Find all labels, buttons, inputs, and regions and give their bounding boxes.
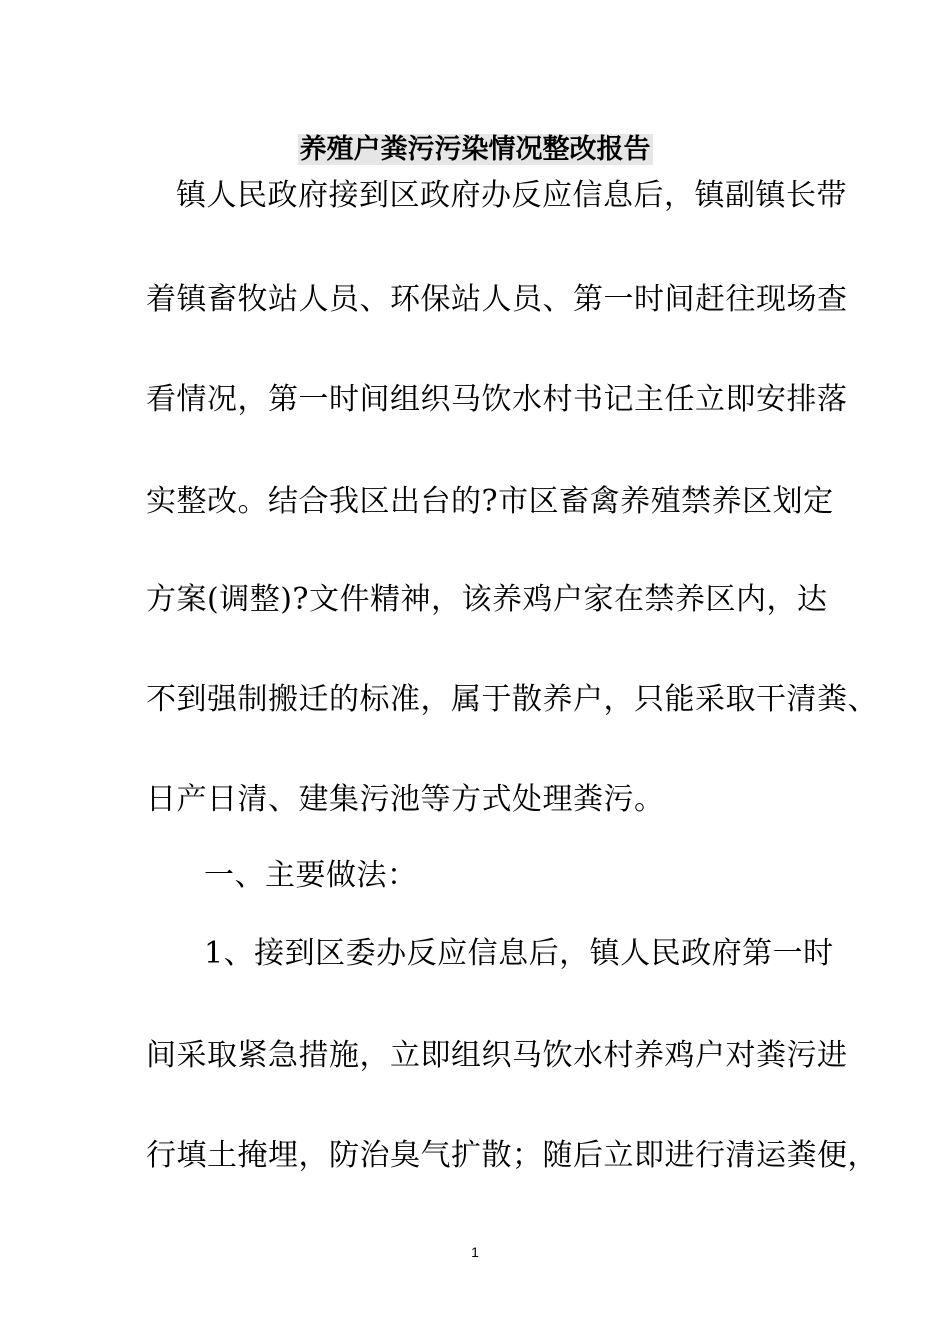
page-number: 1	[471, 1244, 479, 1260]
paragraph-line: 实整改。结合我区出台的?市区畜禽养殖禁养区划定	[146, 484, 834, 519]
paragraph-line: 行填土掩埋，防治臭气扩散；随后立即进行清运粪便，	[146, 1138, 878, 1173]
paragraph-line: 1、接到区委办反应信息后，镇人民政府第一时	[204, 936, 834, 971]
paragraph-line: 看情况，第一时间组织马饮水村书记主任立即安排落	[146, 382, 848, 417]
document-title-text: 养殖户粪污污染情况整改报告	[299, 134, 651, 165]
section-heading: 一、主要做法：	[204, 858, 418, 893]
paragraph-line: 不到强制搬迁的标准，属于散养户，只能采取干清粪、	[146, 682, 878, 717]
paragraph-line: 间采取紧急措施，立即组织马饮水村养鸡户对粪污进	[146, 1038, 848, 1073]
paragraph-line: 日产日清、建集污池等方式处理粪污。	[146, 782, 665, 817]
document-title	[0, 130, 950, 170]
paragraph-line: 方案(调整)?文件精神，该养鸡户家在禁养区内，达	[146, 582, 828, 617]
paragraph-line: 着镇畜牧站人员、环保站人员、第一时间赶往现场查	[146, 282, 848, 317]
paragraph-line: 镇人民政府接到区政府办反应信息后，镇副镇长带	[176, 178, 847, 213]
